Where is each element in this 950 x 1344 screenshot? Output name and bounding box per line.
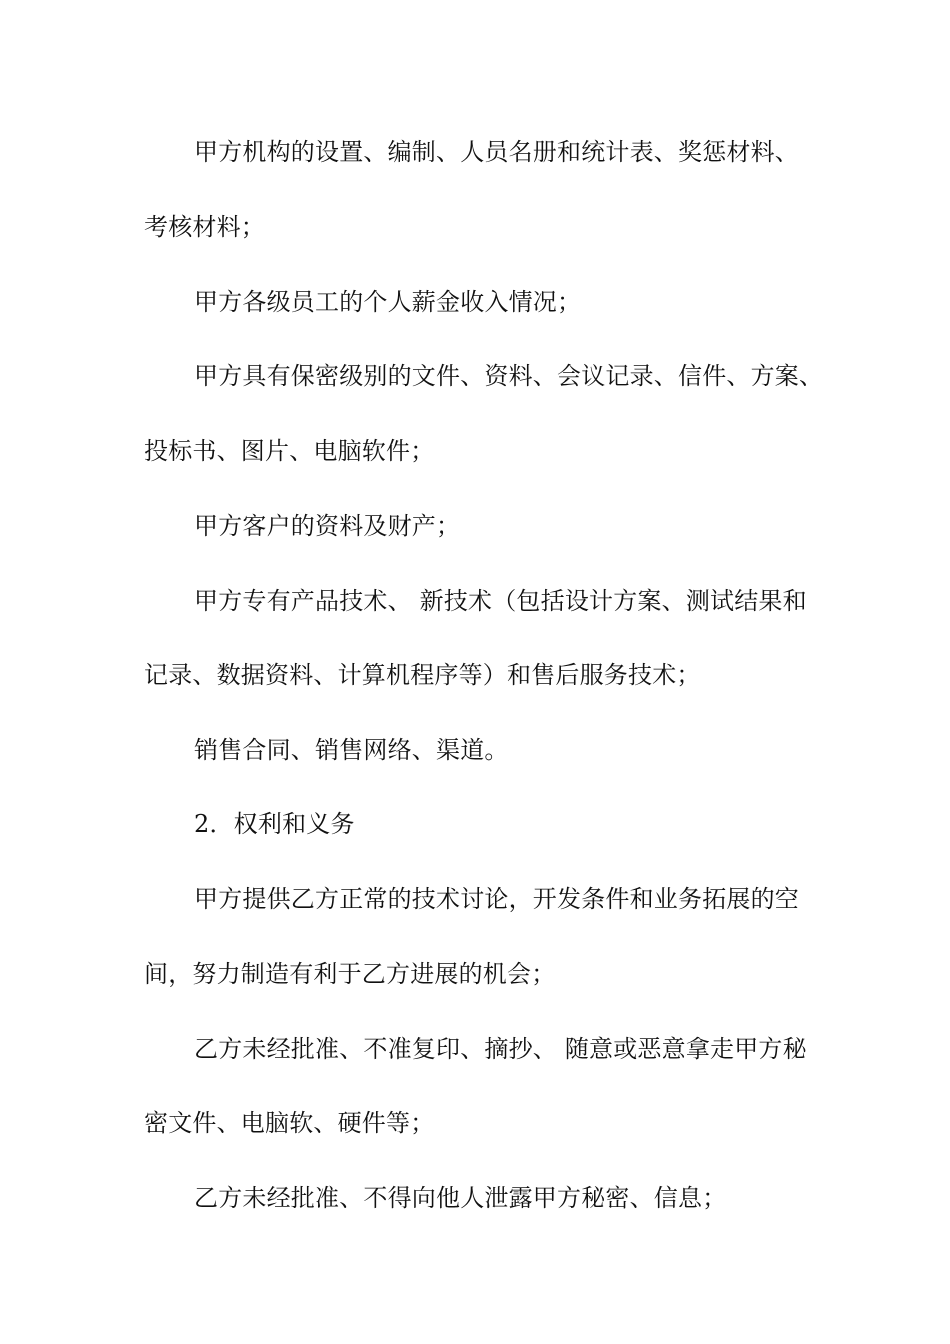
text-line: 乙方未经批准、不准复印、摘抄、 随意或恶意拿走甲方秘 <box>194 1035 807 1063</box>
text-line: 记录、数据资料、计算机程序等）和售后服务技术； <box>144 661 701 689</box>
text-line: 甲方提供乙方正常的技术讨论，开发条件和业务拓展的空 <box>194 885 799 913</box>
text-line: 甲方客户的资料及财产； <box>194 512 461 540</box>
text-line: 密文件、电脑软、硬件等； <box>144 1109 435 1137</box>
text-line: 乙方未经批准、不得向他人泄露甲方秘密、信息； <box>194 1184 727 1212</box>
text-line: 投标书、图片、电脑软件； <box>144 437 435 465</box>
section-heading: 2．权利和义务 <box>194 810 355 838</box>
text-line: 甲方专有产品技术、 新技术（包括设计方案、测试结果和 <box>194 587 807 615</box>
text-line: 甲方各级员工的个人薪金收入情况； <box>194 288 582 316</box>
text-line: 甲方具有保密级别的文件、资料、会议记录、信件、方案、 <box>194 362 824 390</box>
text-line: 考核材料； <box>144 213 265 241</box>
text-line: 销售合同、销售网络、渠道。 <box>194 736 509 764</box>
text-line: 间，努力制造有利于乙方进展的机会； <box>144 960 556 988</box>
text-line: 甲方机构的设置、编制、人员名册和统计表、奖惩材料、 <box>194 138 799 166</box>
